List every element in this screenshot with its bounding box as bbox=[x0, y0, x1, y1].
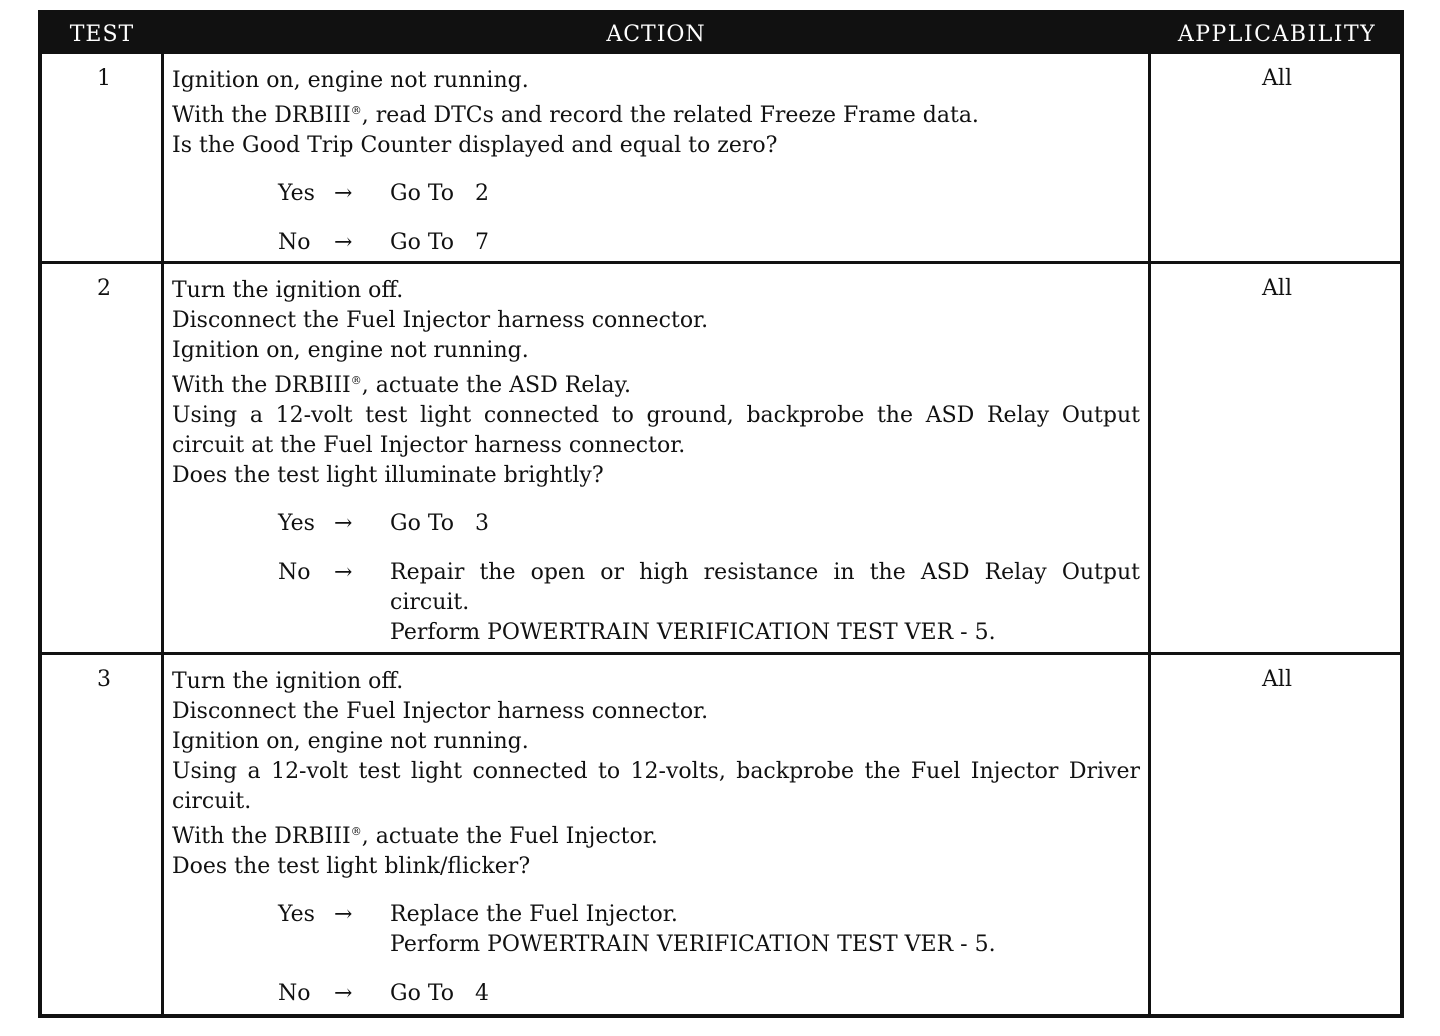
action-line: Ignition on, engine not running. bbox=[172, 729, 529, 754]
action-line: With the DRBIII®, actuate the ASD Relay. bbox=[172, 373, 631, 398]
action-line: Does the test light illuminate brightly? bbox=[172, 463, 604, 488]
no-label: No bbox=[278, 230, 311, 255]
table-row bbox=[42, 264, 1400, 652]
applicability-value: All bbox=[1262, 276, 1292, 301]
table-header bbox=[42, 14, 1400, 54]
action-line: Turn the ignition off. bbox=[172, 669, 404, 694]
action-line: circuit. bbox=[172, 789, 252, 814]
yes-label: Yes bbox=[278, 511, 315, 536]
result-line: Go To 4 bbox=[390, 981, 489, 1006]
yes-outcome bbox=[278, 509, 1140, 539]
action-line: Using a 12-volt test light connected to ground, backprobe the ASD Relay Output bbox=[172, 403, 1140, 428]
arrow-icon: → bbox=[334, 560, 353, 585]
no-outcome bbox=[278, 979, 1140, 1009]
table-row bbox=[42, 655, 1400, 1015]
arrow-icon: → bbox=[334, 902, 353, 927]
yes-result bbox=[390, 900, 1140, 960]
no-outcome bbox=[278, 228, 1140, 258]
yes-label: Yes bbox=[278, 902, 315, 927]
header-action: ACTION bbox=[606, 22, 706, 47]
yes-result bbox=[390, 509, 1140, 539]
yes-result bbox=[390, 179, 1140, 209]
result-line: circuit. bbox=[390, 590, 470, 615]
yes-label: Yes bbox=[278, 181, 315, 206]
outcome-options bbox=[278, 179, 1140, 258]
action-line: Ignition on, engine not running. bbox=[172, 68, 529, 93]
arrow-icon: → bbox=[334, 230, 353, 255]
no-result bbox=[390, 558, 1140, 648]
diagnostic-test-table bbox=[38, 10, 1404, 1018]
header-test: TEST bbox=[69, 22, 135, 47]
action-line: Using a 12-volt test light connected to 12-volts, backprobe the Fuel Injector Driver bbox=[172, 759, 1140, 784]
no-outcome bbox=[278, 558, 1140, 648]
no-label: No bbox=[278, 981, 311, 1006]
action-line: Disconnect the Fuel Injector harness connector. bbox=[172, 308, 709, 333]
result-line: Perform POWERTRAIN VERIFICATION TEST VER - 5. bbox=[390, 932, 996, 957]
action-line: circuit at the Fuel Injector harness connector. bbox=[172, 433, 686, 458]
result-line: Perform POWERTRAIN VERIFICATION TEST VER - 5. bbox=[390, 620, 996, 645]
test-number: 3 bbox=[97, 667, 111, 692]
header-applicability: APPLICABILITY bbox=[1177, 22, 1377, 47]
result-line: Go To 3 bbox=[390, 511, 489, 536]
no-label: No bbox=[278, 560, 311, 585]
applicability-value: All bbox=[1262, 667, 1292, 692]
action-cell bbox=[172, 66, 1140, 277]
test-number: 1 bbox=[97, 66, 111, 91]
no-result bbox=[390, 979, 1140, 1009]
arrow-icon: → bbox=[334, 181, 353, 206]
action-cell bbox=[172, 667, 1140, 1028]
yes-outcome bbox=[278, 900, 1140, 960]
action-line: With the DRBIII®, read DTCs and record the related Freeze Frame data. bbox=[172, 103, 979, 128]
action-line: Does the test light blink/flicker? bbox=[172, 854, 531, 879]
action-line: Ignition on, engine not running. bbox=[172, 338, 529, 363]
applicability-value: All bbox=[1262, 66, 1292, 91]
action-cell bbox=[172, 276, 1140, 667]
arrow-icon: → bbox=[334, 981, 353, 1006]
table-row bbox=[42, 54, 1400, 261]
action-line: Disconnect the Fuel Injector harness connector. bbox=[172, 699, 709, 724]
result-line: Replace the Fuel Injector. bbox=[390, 902, 678, 927]
result-line: Go To 2 bbox=[390, 181, 489, 206]
action-line: With the DRBIII®, actuate the Fuel Injector. bbox=[172, 824, 658, 849]
result-line: Go To 7 bbox=[390, 230, 489, 255]
no-result bbox=[390, 228, 1140, 258]
outcome-options bbox=[278, 509, 1140, 648]
outcome-options bbox=[278, 900, 1140, 1009]
arrow-icon: → bbox=[334, 511, 353, 536]
action-line: Is the Good Trip Counter displayed and equal to zero? bbox=[172, 133, 778, 158]
yes-outcome bbox=[278, 179, 1140, 209]
test-number: 2 bbox=[97, 276, 111, 301]
action-line: Turn the ignition off. bbox=[172, 278, 404, 303]
result-line: Repair the open or high resistance in the ASD Relay Output bbox=[390, 560, 1140, 585]
